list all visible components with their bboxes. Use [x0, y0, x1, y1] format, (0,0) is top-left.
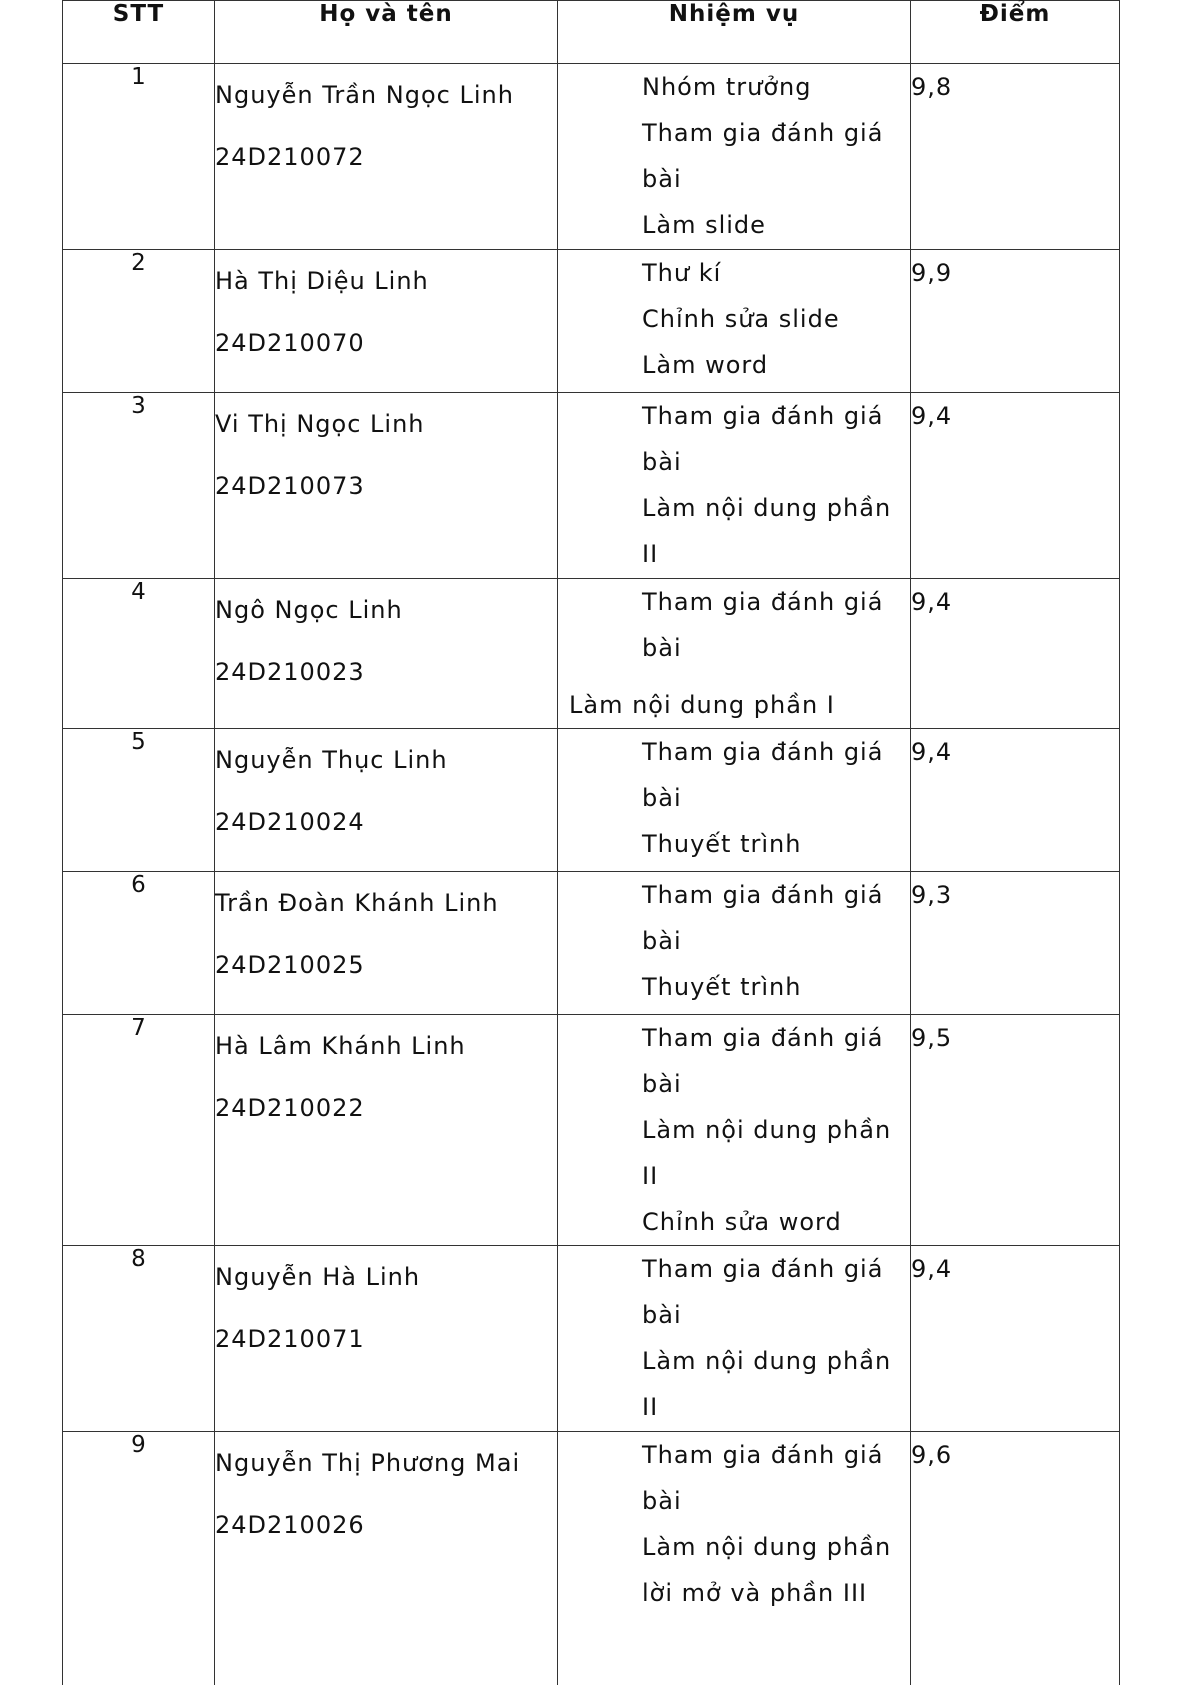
- task-cell: [558, 393, 911, 579]
- member-name: Vi Thị Ngọc Linh: [215, 410, 425, 438]
- table-row: [63, 579, 1120, 729]
- member-score-table: [62, 0, 1120, 1685]
- task-line: Tham gia đánh giá: [642, 738, 884, 766]
- student-id: 24D210071: [215, 1325, 365, 1353]
- stt-cell: 7: [63, 1015, 215, 1246]
- name-cell: [215, 1246, 558, 1432]
- task-line: Thuyết trình: [642, 830, 802, 858]
- task-line: Làm nội dung phần: [642, 1347, 892, 1375]
- task-line: bài: [642, 927, 682, 955]
- task-line: Làm slide: [642, 211, 766, 239]
- stt-cell: 1: [63, 64, 215, 250]
- table-row: [63, 1246, 1120, 1432]
- task-line: Tham gia đánh giá: [642, 881, 884, 909]
- student-id: 24D210026: [215, 1511, 365, 1539]
- table-row: [63, 729, 1120, 872]
- stt-cell: 3: [63, 393, 215, 579]
- task-line: lời mở và phần III: [642, 1579, 868, 1607]
- score-value: 9,6: [911, 1441, 953, 1469]
- task-line: bài: [642, 1487, 682, 1515]
- task-line: bài: [642, 1301, 682, 1329]
- score-value: 9,4: [911, 402, 953, 430]
- task-line: bài: [642, 165, 682, 193]
- member-name: Hà Thị Diệu Linh: [215, 267, 429, 295]
- member-name: Nguyễn Thị Phương Mai: [215, 1449, 521, 1477]
- score-cell: [911, 872, 1120, 1015]
- task-line: II: [642, 540, 659, 568]
- task-line: Làm word: [642, 351, 769, 379]
- table-row: [63, 250, 1120, 393]
- score-cell: [911, 250, 1120, 393]
- task-line: Chỉnh sửa slide: [642, 305, 840, 333]
- header-name: Họ và tên: [215, 1, 558, 64]
- member-name: Nguyễn Trần Ngọc Linh: [215, 81, 514, 109]
- student-id: 24D210022: [215, 1094, 365, 1122]
- score-value: 9,9: [911, 259, 953, 287]
- member-name: Trần Đoàn Khánh Linh: [215, 889, 499, 917]
- stt-cell: 6: [63, 872, 215, 1015]
- table-row: [63, 1432, 1120, 1685]
- score-value: 9,8: [911, 73, 953, 101]
- task-line: bài: [642, 448, 682, 476]
- student-id: 24D210024: [215, 808, 365, 836]
- name-cell: [215, 729, 558, 872]
- header-row: [63, 1, 1120, 64]
- task-cell: [558, 1432, 911, 1685]
- header-score: Điểm: [911, 1, 1120, 64]
- name-cell: [215, 393, 558, 579]
- student-id: 24D210025: [215, 951, 365, 979]
- task-line: bài: [642, 1070, 682, 1098]
- student-id: 24D210072: [215, 143, 365, 171]
- task-line: Tham gia đánh giá: [642, 1441, 884, 1469]
- score-value: 9,3: [911, 881, 953, 909]
- task-line: Tham gia đánh giá: [642, 588, 884, 616]
- name-cell: [215, 579, 558, 729]
- student-id: 24D210070: [215, 329, 365, 357]
- member-name: Hà Lâm Khánh Linh: [215, 1032, 466, 1060]
- score-value: 9,4: [911, 1255, 953, 1283]
- score-cell: [911, 729, 1120, 872]
- member-name: Ngô Ngọc Linh: [215, 596, 403, 624]
- task-line: Làm nội dung phần: [642, 494, 892, 522]
- task-line: Thuyết trình: [642, 973, 802, 1001]
- stt-cell: 2: [63, 250, 215, 393]
- name-cell: [215, 1432, 558, 1685]
- score-cell: [911, 1246, 1120, 1432]
- task-cell: [558, 729, 911, 872]
- name-cell: [215, 64, 558, 250]
- stt-cell: 8: [63, 1246, 215, 1432]
- task-line: bài: [642, 784, 682, 812]
- score-value: 9,4: [911, 588, 953, 616]
- score-cell: [911, 579, 1120, 729]
- score-cell: [911, 1015, 1120, 1246]
- name-cell: [215, 1015, 558, 1246]
- student-id: 24D210023: [215, 658, 365, 686]
- task-line: Tham gia đánh giá: [642, 1255, 884, 1283]
- header-stt: STT: [63, 1, 215, 64]
- task-line: II: [642, 1162, 659, 1190]
- task-line: Tham gia đánh giá: [642, 402, 884, 430]
- table-row: [63, 1015, 1120, 1246]
- task-cell: [558, 250, 911, 393]
- stt-cell: 5: [63, 729, 215, 872]
- task-cell: [558, 872, 911, 1015]
- task-line: bài: [642, 634, 682, 662]
- score-cell: [911, 1432, 1120, 1685]
- stt-cell: 9: [63, 1432, 215, 1685]
- task-line: II: [642, 1393, 659, 1421]
- task-cell: [558, 64, 911, 250]
- task-line: Thư kí: [642, 259, 722, 287]
- name-cell: [215, 250, 558, 393]
- task-line: Tham gia đánh giá: [642, 119, 884, 147]
- task-line: Tham gia đánh giá: [642, 1024, 884, 1052]
- member-name: Nguyễn Hà Linh: [215, 1263, 421, 1291]
- task-cell: [558, 1246, 911, 1432]
- task-line: Làm nội dung phần: [642, 1533, 892, 1561]
- task-line: Làm nội dung phần I: [569, 691, 835, 719]
- task-line: Làm nội dung phần: [642, 1116, 892, 1144]
- table-row: [63, 872, 1120, 1015]
- score-value: 9,5: [911, 1024, 953, 1052]
- task-line: Nhóm trưởng: [642, 73, 812, 101]
- task-cell: [558, 579, 911, 729]
- score-cell: [911, 393, 1120, 579]
- score-value: 9,4: [911, 738, 953, 766]
- task-line: Chỉnh sửa word: [642, 1208, 842, 1236]
- member-name: Nguyễn Thục Linh: [215, 746, 448, 774]
- stt-cell: 4: [63, 579, 215, 729]
- table-row: [63, 64, 1120, 250]
- task-cell: [558, 1015, 911, 1246]
- header-task: Nhiệm vụ: [558, 1, 911, 64]
- table-row: [63, 393, 1120, 579]
- name-cell: [215, 872, 558, 1015]
- score-cell: [911, 64, 1120, 250]
- student-id: 24D210073: [215, 472, 365, 500]
